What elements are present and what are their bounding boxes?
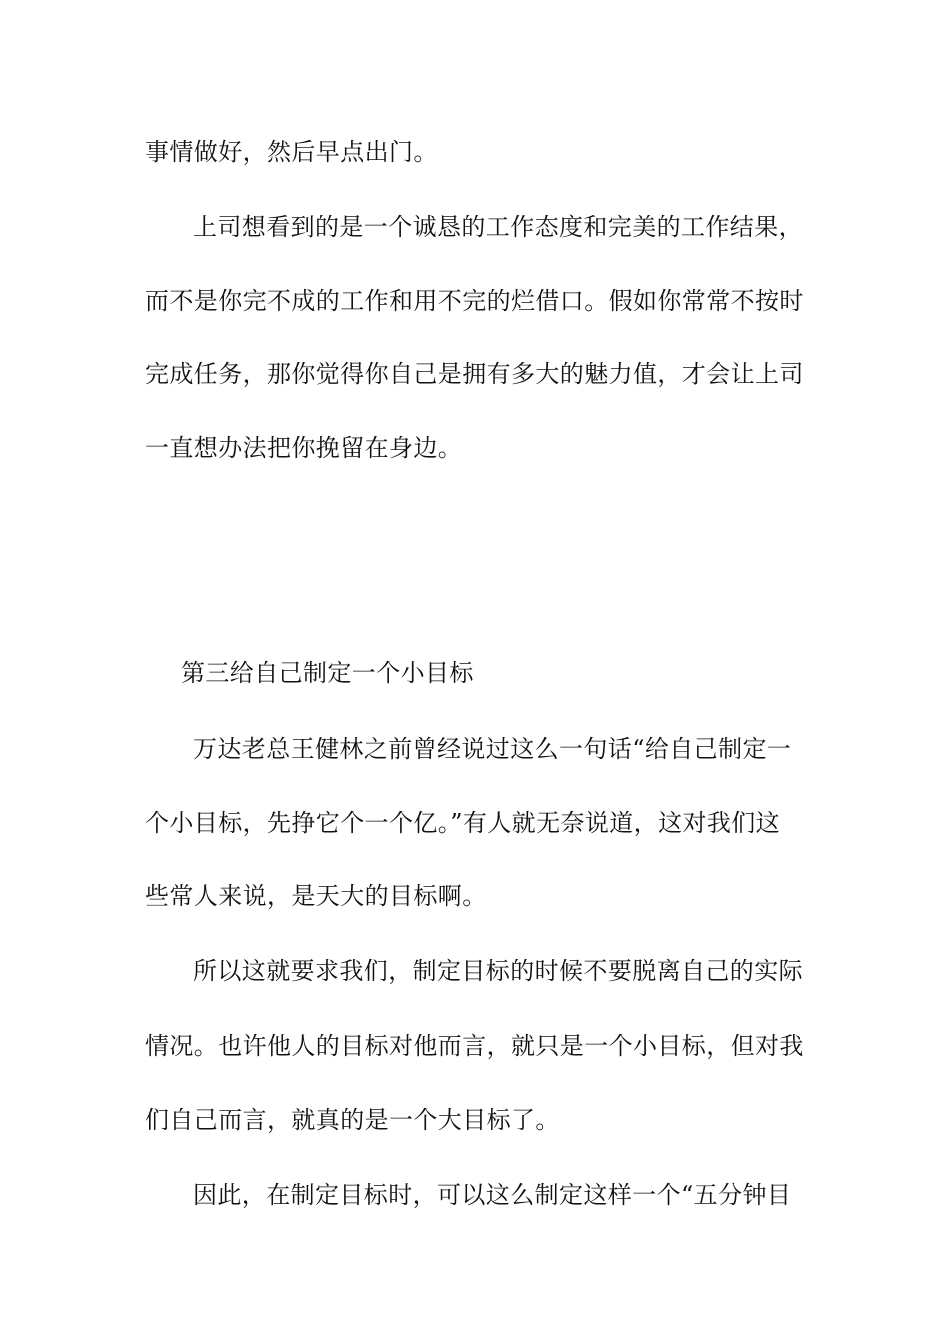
body-text-line: 个小目标，先挣它个一个亿。”有人就无奈说道，这对我们这 xyxy=(145,809,781,837)
body-text-line: 上司想看到的是一个诚恳的工作态度和完美的工作结果， xyxy=(193,213,803,241)
body-text-line: 因此，在制定目标时，可以这么制定这样一个“五分钟目 xyxy=(193,1181,792,1209)
body-text-line: 事情做好，然后早点出门。 xyxy=(145,138,438,166)
body-text-line: 完成任务，那你觉得你自己是拥有多大的魅力值，才会让上司 xyxy=(145,360,804,388)
body-text-line: 而不是你完不成的工作和用不完的烂借口。假如你常常不按时 xyxy=(145,287,804,315)
body-text-line: 们自己而言，就真的是一个大目标了。 xyxy=(145,1106,560,1134)
body-text-line: 万达老总王健林之前曾经说过这么一句话“给自己制定一 xyxy=(193,735,792,763)
body-text-line: 情况。也许他人的目标对他而言，就只是一个小目标，但对我 xyxy=(145,1032,804,1060)
body-text-line: 所以这就要求我们，制定目标的时候不要脱离自己的实际 xyxy=(193,957,803,985)
section-heading: 第三给自己制定一个小目标 xyxy=(181,659,474,687)
body-text-line: 些常人来说，是天大的目标啊。 xyxy=(145,882,487,910)
body-text-line: 一直想办法把你挽留在身边。 xyxy=(145,434,463,462)
